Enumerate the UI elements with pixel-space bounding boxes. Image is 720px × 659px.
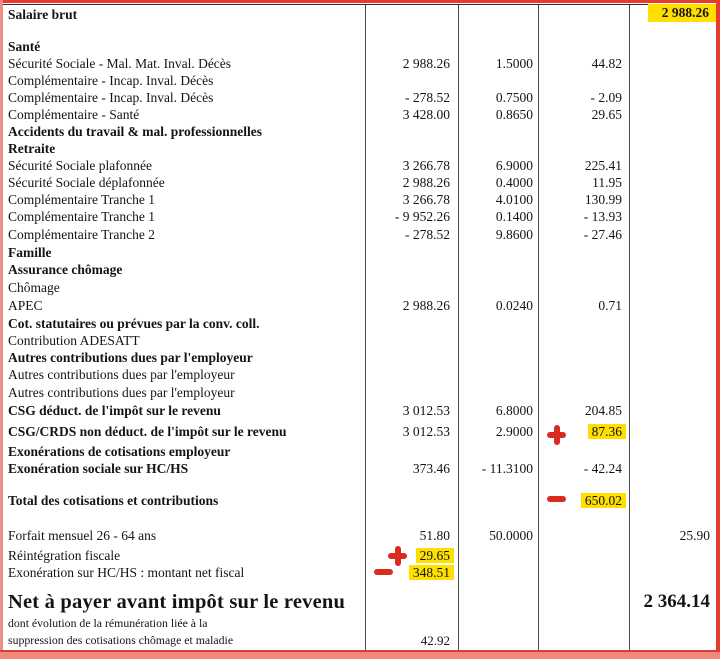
rate-value: 9.8600: [495, 227, 533, 242]
base-value: - 9 952.26: [394, 209, 450, 224]
row-exoneration-sociale: [0, 460, 720, 477]
row-label: Complémentaire Tranche 1: [8, 209, 155, 224]
rate-value: 0.7500: [495, 90, 533, 105]
amount-value: 204.85: [584, 403, 622, 418]
row-label: APEC: [8, 298, 43, 313]
table-row: [0, 72, 720, 89]
section-label: Santé: [8, 39, 41, 54]
rate-value: 0.8650: [495, 107, 533, 122]
row-label: Complémentaire - Incap. Inval. Décès: [8, 73, 214, 88]
row-label: Exonération sociale sur HC/HS: [8, 461, 189, 476]
rate-value: 6.8000: [495, 403, 533, 418]
net-a-payer-amount: 2 364.14: [643, 591, 710, 612]
base-value: 3 266.78: [402, 192, 450, 207]
section-accidents: [0, 123, 720, 140]
table-row: [0, 226, 720, 243]
base-value: - 278.52: [405, 90, 450, 105]
frame-bottom: [0, 652, 720, 659]
section-label: Assurance chômage: [8, 262, 123, 277]
amount-value: 130.99: [584, 192, 622, 207]
section-sante: [0, 38, 720, 55]
table-row: [0, 279, 720, 296]
amount-value: 29.65: [591, 107, 622, 122]
table-row: [0, 191, 720, 208]
row-label: Total des cotisations et contributions: [8, 493, 219, 508]
rate-value: - 11.3100: [481, 461, 533, 476]
section-famille: [0, 244, 720, 261]
section-label: Accidents du travail & mal. professionnelles: [8, 124, 262, 139]
amount-value: - 2.09: [590, 90, 622, 105]
rate-value: 50.0000: [489, 528, 533, 543]
rate-value: 1.5000: [495, 56, 533, 71]
row-salaire-brut: [0, 6, 720, 23]
amount-value: - 42.24: [583, 461, 622, 476]
table-row: [0, 174, 720, 191]
frame-left: [0, 0, 3, 659]
table-row: [0, 297, 720, 314]
rate-value: 0.0240: [495, 298, 533, 313]
table-row: [0, 55, 720, 72]
base-value: 373.46: [412, 461, 450, 476]
section-label: Cot. statutaires ou prévues par la conv. coll.: [8, 316, 260, 331]
base-value: 3 266.78: [402, 158, 450, 173]
net-a-payer-label: Net à payer avant impôt sur le revenu: [8, 591, 346, 613]
amount-value: - 13.93: [583, 209, 622, 224]
table-row: [0, 89, 720, 106]
section-label: Retraite: [8, 141, 56, 156]
table-row: [0, 208, 720, 225]
row-label: Forfait mensuel 26 - 64 ans: [8, 528, 157, 543]
amount-value: - 27.46: [583, 227, 622, 242]
row-label: Complémentaire - Incap. Inval. Décès: [8, 90, 214, 105]
row-label: Complémentaire - Santé: [8, 107, 140, 122]
footnote-line-2: [0, 632, 720, 649]
base-value: 3 012.53: [402, 424, 450, 439]
rate-value: 2.9000: [495, 424, 533, 439]
base-value: 2 988.26: [402, 298, 450, 313]
rate-value: 4.0100: [495, 192, 533, 207]
frame-top: [0, 0, 720, 3]
base-value: 42.92: [420, 633, 450, 648]
row-label: Sécurité Sociale déplafonnée: [8, 175, 165, 190]
row-label: Contribution ADESATT: [8, 333, 140, 348]
plus-icon: [388, 546, 407, 566]
minus-icon: [374, 569, 393, 575]
section-autres-contributions: [0, 349, 720, 366]
row-csg-deduct: [0, 402, 720, 419]
highlighted-amount: 29.65: [416, 548, 454, 563]
row-label: Sécurité Sociale - Mal. Mat. Inval. Décès: [8, 56, 232, 71]
row-label: Complémentaire Tranche 1: [8, 192, 155, 207]
section-label: Famille: [8, 245, 52, 260]
row-reintegration-fiscale: [0, 547, 720, 564]
base-value: - 278.52: [405, 227, 450, 242]
frame-right: [716, 0, 720, 659]
section-label: Autres contributions dues par l'employeur: [8, 350, 253, 365]
table-row: [0, 384, 720, 401]
row-label: Complémentaire Tranche 2: [8, 227, 155, 242]
row-net-a-payer: [0, 589, 720, 615]
highlighted-amount: 348.51: [409, 565, 454, 580]
row-csg-crds: [0, 423, 720, 440]
base-value: 3 012.53: [402, 403, 450, 418]
rate-value: 6.9000: [495, 158, 533, 173]
row-total-cotisations: [0, 492, 720, 509]
row-label: Autres contributions dues par l'employeur: [8, 385, 235, 400]
row-exoneration-hchs-fiscal: [0, 564, 720, 581]
highlighted-amount: 87.36: [588, 424, 626, 439]
section-label: Exonérations de cotisations employeur: [8, 444, 231, 459]
footnote-line-1: [0, 615, 720, 632]
table-row: [0, 157, 720, 174]
section-cot-statutaires: [0, 315, 720, 332]
section-assurance-chomage: [0, 261, 720, 278]
row-label: Autres contributions dues par l'employeur: [8, 367, 235, 382]
row-label: Exonération sur HC/HS : montant net fiscal: [8, 565, 245, 580]
base-value: 2 988.26: [402, 56, 450, 71]
base-value: 51.80: [419, 528, 450, 543]
amount-value: 44.82: [591, 56, 622, 71]
table-row: [0, 106, 720, 123]
base-value: 2 988.26: [402, 175, 450, 190]
rate-value: 0.4000: [495, 175, 533, 190]
table-row: [0, 332, 720, 349]
minus-icon: [547, 496, 566, 502]
base-value: 3 428.00: [402, 107, 450, 122]
row-label: Sécurité Sociale plafonnée: [8, 158, 152, 173]
footnote-text: suppression des cotisations chômage et maladie: [8, 633, 234, 647]
row-label: Réintégration fiscale: [8, 548, 121, 563]
table-row: [0, 366, 720, 383]
salaire-brut-amount-highlight: 2 988.26: [648, 4, 716, 22]
employer-value: 25.90: [679, 528, 710, 543]
highlighted-amount: 650.02: [581, 493, 626, 508]
amount-value: 11.95: [592, 175, 622, 190]
amount-value: 225.41: [584, 158, 622, 173]
section-exonerations: [0, 443, 720, 460]
section-retraite: [0, 140, 720, 157]
plus-icon: [547, 425, 566, 445]
footnote-text: dont évolution de la rémunération liée à la: [8, 616, 208, 630]
table-top-rule: [3, 4, 716, 5]
row-label: Salaire brut: [8, 7, 78, 22]
row-label: CSG/CRDS non déduct. de l'impôt sur le revenu: [8, 424, 287, 439]
row-forfait-mensuel: [0, 527, 720, 544]
row-label: Chômage: [8, 280, 60, 295]
amount-value: 0.71: [598, 298, 622, 313]
rate-value: 0.1400: [495, 209, 533, 224]
row-label: CSG déduct. de l'impôt sur le revenu: [8, 403, 221, 418]
